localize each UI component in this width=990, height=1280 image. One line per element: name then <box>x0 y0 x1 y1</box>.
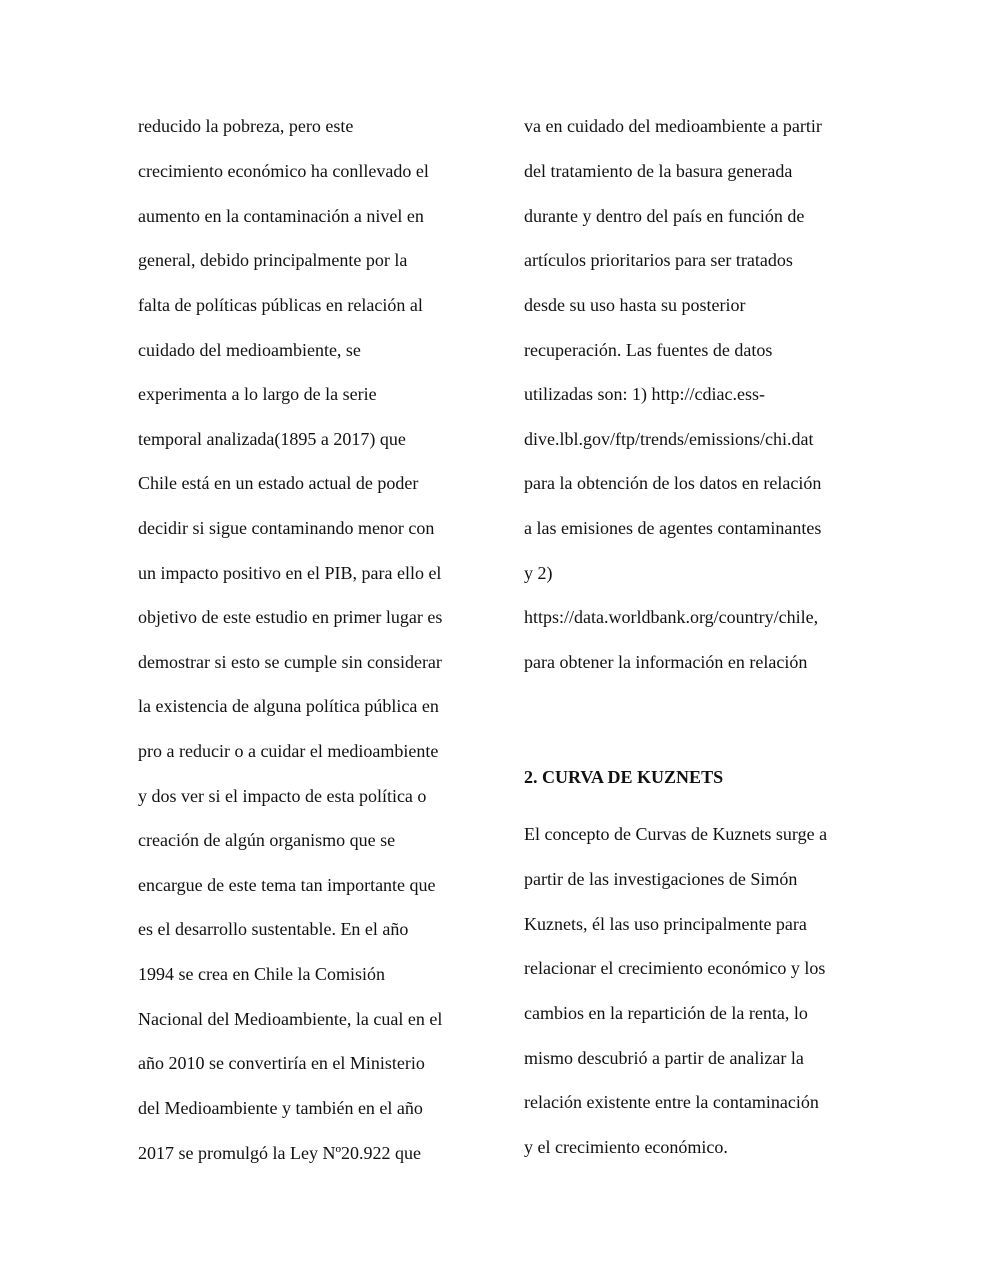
text-line: mismo descubrió a partir de analizar la <box>524 1048 804 1068</box>
text-line: Chile está en un estado actual de poder <box>138 473 419 493</box>
text-line: objetivo de este estudio en primer lugar es <box>138 607 443 627</box>
text-line: relacionar el crecimiento económico y los <box>524 958 826 978</box>
text-line: artículos prioritarios para ser tratados <box>524 250 793 270</box>
text-line: cuidado del medioambiente, se <box>138 340 361 360</box>
text-line: para obtener la información en relación <box>524 652 808 672</box>
text-line: experimenta a lo largo de la serie <box>138 384 377 404</box>
text-line: https://data.worldbank.org/country/chile, <box>524 607 819 627</box>
text-line: general, debido principalmente por la <box>138 250 408 270</box>
text-line: El concepto de Curvas de Kuznets surge a <box>524 824 828 844</box>
text-line: 1994 se crea en Chile la Comisión <box>138 964 385 984</box>
text-line: recuperación. Las fuentes de datos <box>524 340 773 360</box>
text-line: reducido la pobreza, pero este <box>138 116 354 136</box>
text-line: 2017 se promulgó la Ley Nº20.922 que <box>138 1143 422 1163</box>
text-line: decidir si sigue contaminando menor con <box>138 518 435 538</box>
text-line: la existencia de alguna política pública en <box>138 696 439 716</box>
text-line: y dos ver si el impacto de esta política o <box>138 786 427 806</box>
text-line: crecimiento económico ha conllevado el <box>138 161 429 181</box>
text-line: y el crecimiento económico. <box>524 1137 728 1157</box>
text-line: desde su uso hasta su posterior <box>524 295 746 315</box>
text-line: utilizadas son: 1) http://cdiac.ess- <box>524 384 765 404</box>
text-line: cambios en la repartición de la renta, lo <box>524 1003 808 1023</box>
text-line: Nacional del Medioambiente, la cual en el <box>138 1009 443 1029</box>
text-line: partir de las investigaciones de Simón <box>524 869 798 889</box>
text-line: relación existente entre la contaminación <box>524 1092 819 1112</box>
text-line: dive.lbl.gov/ftp/trends/emissions/chi.dat <box>524 429 814 449</box>
text-line: del tratamiento de la basura generada <box>524 161 793 181</box>
text-line: del Medioambiente y también en el año <box>138 1098 423 1118</box>
text-line: encargue de este tema tan importante que <box>138 875 436 895</box>
text-line: pro a reducir o a cuidar el medioambiente <box>138 741 439 761</box>
text-line: a las emisiones de agentes contaminantes <box>524 518 822 538</box>
text-line: para la obtención de los datos en relación <box>524 473 822 493</box>
text-line: Kuznets, él las uso principalmente para <box>524 914 807 934</box>
text-line: un impacto positivo en el PIB, para ello el <box>138 563 442 583</box>
text-line: aumento en la contaminación a nivel en <box>138 206 424 226</box>
text-line: temporal analizada(1895 a 2017) que <box>138 429 406 449</box>
text-line: va en cuidado del medioambiente a partir <box>524 116 822 136</box>
text-line: año 2010 se convertiría en el Ministerio <box>138 1053 425 1073</box>
text-line: y 2) <box>524 563 553 583</box>
text-line: falta de políticas públicas en relación al <box>138 295 423 315</box>
text-line: durante y dentro del país en función de <box>524 206 805 226</box>
text-line: creación de algún organismo que se <box>138 830 396 850</box>
text-line: demostrar si esto se cumple sin considerar <box>138 652 442 672</box>
section-heading: 2. CURVA DE KUZNETS <box>524 767 724 787</box>
text-line: es el desarrollo sustentable. En el año <box>138 919 409 939</box>
